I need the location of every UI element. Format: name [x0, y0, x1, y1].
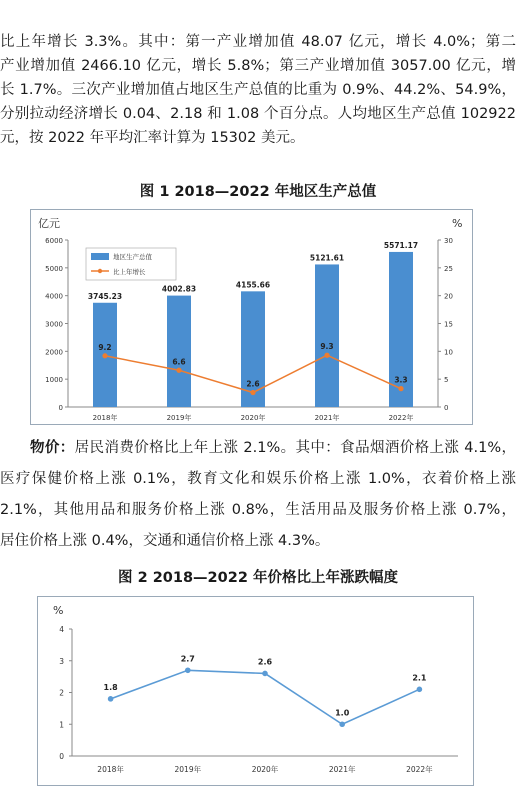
y-axis-label: % — [53, 604, 64, 617]
growth-point-label: 6.6 — [172, 357, 186, 367]
price-change-point — [262, 671, 268, 677]
text-line: 分别拉动经济增长 0.04、2.18 和 1.08 个百分点。人均地区生产总值 102922 — [0, 106, 516, 122]
figure2-chart — [38, 597, 473, 785]
growth-point-label: 2.6 — [246, 379, 260, 389]
text-run: 居民消费价格比上年上涨 2.1%。其中：食品烟酒价格上涨 4.1%， — [74, 440, 516, 456]
text-line: 居住价格上涨 0.4%，交通和通信价格上涨 4.3%。 — [0, 533, 330, 549]
y-tick-label-left: 1000 — [45, 376, 63, 385]
y-tick-label-right: 30 — [444, 237, 453, 245]
figure1-title: 图 1 2018—2022 年地区生产总值 — [139, 184, 377, 200]
y-tick-label-right: 10 — [444, 348, 453, 357]
y-axis-right-label: % — [452, 217, 463, 230]
x-tick-label: 2020年 — [251, 765, 279, 774]
price-change-point — [339, 721, 345, 727]
growth-point — [250, 390, 255, 395]
x-tick-label: 2022年 — [388, 414, 414, 422]
x-tick-label: 2018年 — [97, 765, 124, 774]
growth-point — [176, 368, 181, 373]
paragraph-prices — [0, 436, 516, 553]
y-tick-label: 2 — [59, 688, 64, 698]
legend-label-gdp: 地区生产总值 — [113, 253, 152, 261]
price-change-line — [111, 670, 420, 724]
figure2-title: 图 2 2018—2022 年价格比上年涨跌幅度 — [118, 570, 398, 586]
text-line: 2.1%，其他用品和服务价格上涨 0.8%，生活用品及服务价格上涨 0.7%， — [0, 502, 516, 518]
y-tick-label-left: 6000 — [45, 237, 63, 245]
legend-swatch-marker — [98, 269, 102, 273]
price-change-label: 2.1 — [412, 673, 427, 683]
text-line: 元，按 2022 年平均汇率计算为 15302 美元。 — [0, 130, 305, 146]
y-tick-label: 1 — [59, 720, 64, 730]
price-change-point — [417, 687, 423, 693]
x-tick-label: 2019年 — [166, 414, 192, 422]
y-tick-label-right: 0 — [444, 404, 449, 412]
growth-point-label: 3.3 — [394, 375, 408, 385]
price-change-point — [108, 696, 114, 702]
y-tick-label-right: 5 — [444, 376, 449, 385]
growth-point — [398, 386, 403, 391]
x-tick-label: 2021年 — [328, 765, 356, 774]
growth-point-label: 9.2 — [98, 342, 112, 352]
y-tick-label: 3 — [59, 656, 64, 666]
y-tick-label-left: 2000 — [45, 348, 63, 357]
gdp-bar-label: 5571.17 — [383, 240, 419, 250]
legend-label-growth: 比上年增长 — [113, 268, 146, 276]
text-line: 产业增加值 2466.10 亿元，增长 5.8%；第三产业增加值 3057.00 亿元，增 — [0, 58, 516, 74]
gdp-bar — [315, 264, 339, 407]
y-tick-label-right: 25 — [444, 264, 453, 273]
paragraph-gdp — [0, 30, 516, 150]
y-tick-label-left: 3000 — [45, 320, 63, 329]
text-line: 长 1.7%。三次产业增加值占地区生产总值的比重为 0.9%、44.2%、54.9%， — [0, 82, 516, 98]
y-tick-label-right: 20 — [444, 292, 453, 301]
price-change-label: 2.7 — [180, 654, 195, 664]
text-line: 比上年增长 3.3%。其中：第一产业增加值 48.07 亿元，增长 4.0%；第二 — [0, 34, 516, 50]
chart-legend — [86, 248, 176, 280]
price-change-label: 1.8 — [103, 682, 118, 692]
figure2-chart-frame — [37, 596, 474, 786]
price-change-point — [185, 667, 191, 673]
y-tick-label-left: 0 — [58, 404, 63, 412]
growth-point — [102, 353, 107, 358]
x-tick-label: 2022年 — [406, 765, 433, 774]
gdp-bar-label: 4002.83 — [161, 284, 197, 294]
text-line — [0, 436, 516, 460]
gdp-bar — [167, 296, 191, 407]
y-axis-left-label: 亿元 — [38, 217, 60, 230]
x-tick-label: 2019年 — [174, 765, 202, 774]
y-tick-label: 4 — [59, 625, 64, 634]
section-lead: 物价： — [30, 440, 75, 456]
x-tick-label: 2021年 — [314, 414, 340, 422]
text-line: 医疗保健价格上涨 0.1%，教育文化和娱乐价格上涨 1.0%，衣着价格上涨 — [0, 471, 516, 487]
gdp-bar-label: 3745.23 — [87, 291, 123, 301]
growth-point — [324, 353, 329, 358]
y-tick-label-left: 5000 — [45, 264, 63, 273]
y-tick-label-right: 15 — [444, 320, 453, 329]
price-change-label: 2.6 — [257, 657, 273, 667]
y-tick-label-left: 4000 — [45, 292, 63, 301]
legend-swatch-bar — [91, 253, 109, 260]
growth-point-label: 9.3 — [320, 342, 334, 352]
gdp-bar-label: 5121.61 — [309, 253, 345, 263]
figure1-chart — [31, 210, 472, 424]
gdp-bar-label: 4155.66 — [235, 280, 271, 290]
y-tick-label: 0 — [59, 752, 64, 761]
price-change-label: 1.0 — [335, 708, 350, 718]
figure1-chart-frame — [30, 209, 473, 425]
x-tick-label: 2020年 — [240, 414, 266, 422]
x-tick-label: 2018年 — [92, 414, 118, 422]
